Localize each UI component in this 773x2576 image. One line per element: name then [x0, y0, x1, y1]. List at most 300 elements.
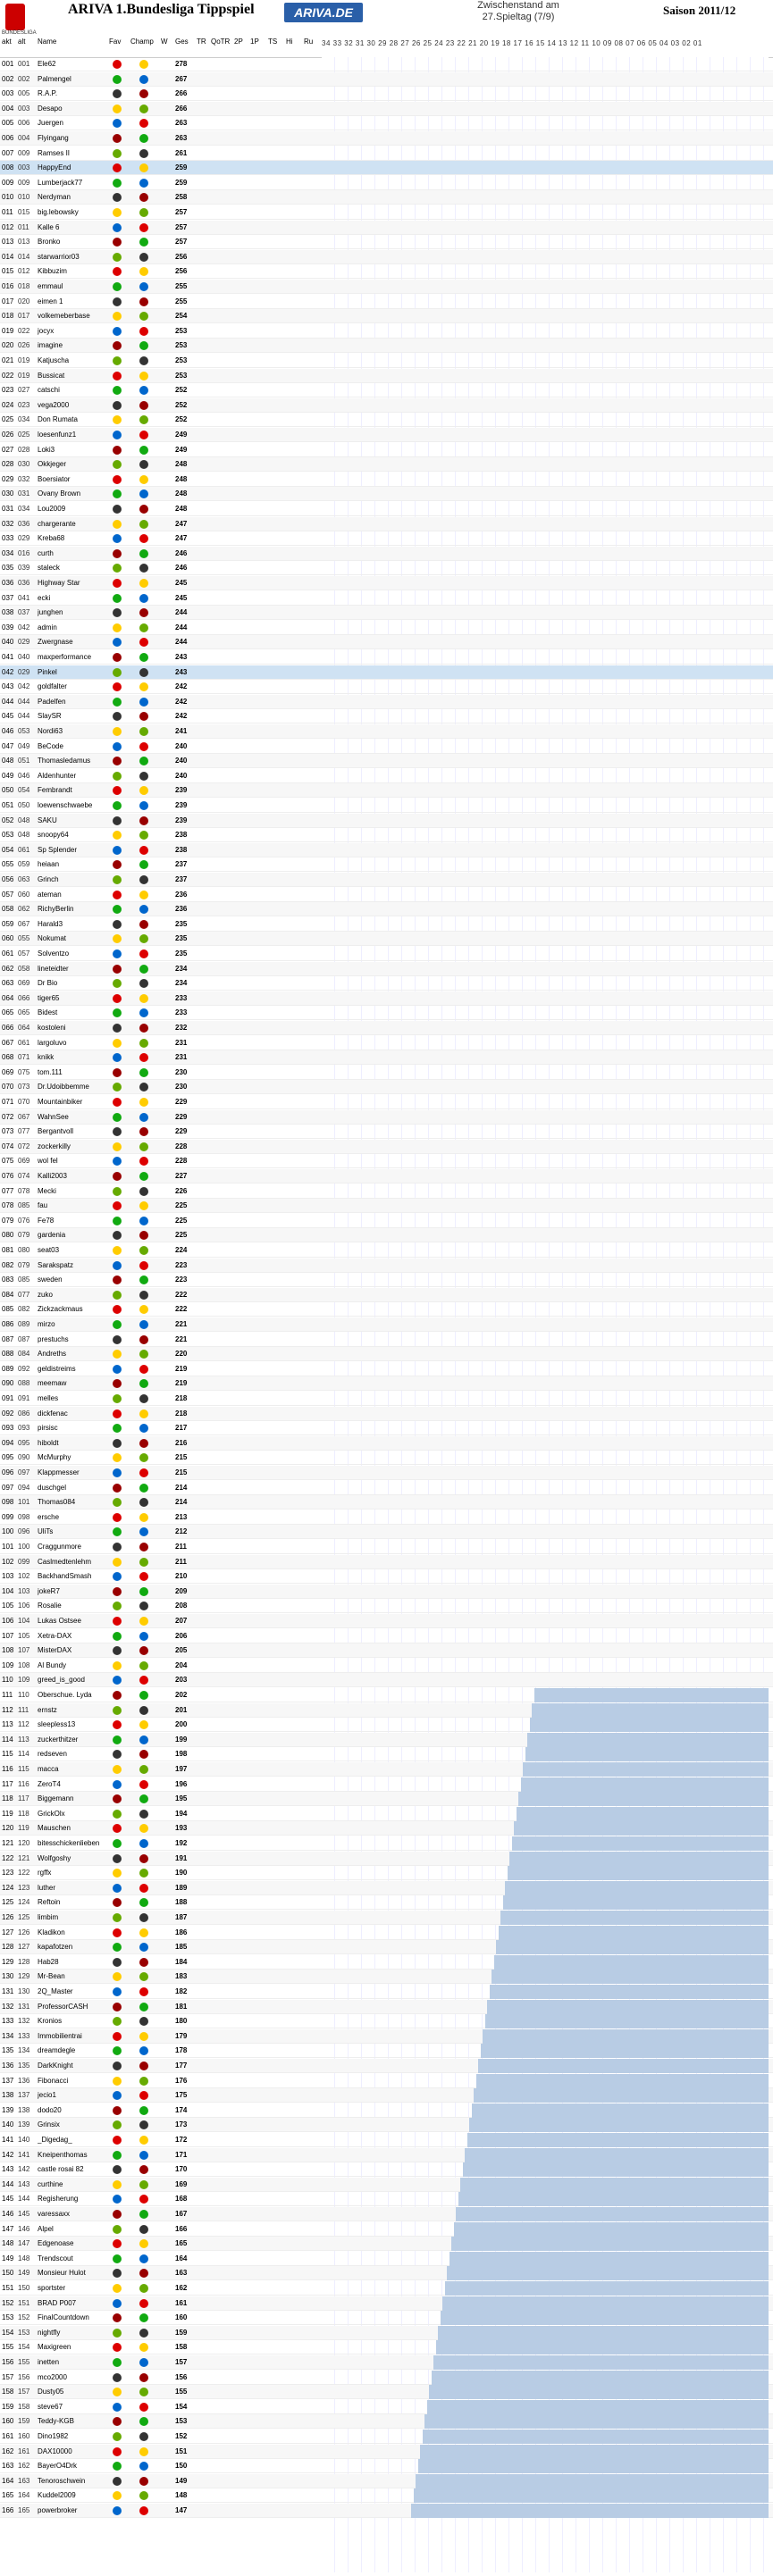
row-name[interactable]: dreamdegle	[38, 2046, 76, 2055]
table-row[interactable]	[0, 309, 773, 323]
row-name[interactable]: dodo20	[38, 2105, 62, 2114]
row-name[interactable]: ProfessorCASH	[38, 2002, 88, 2011]
row-name[interactable]: curth	[38, 548, 54, 557]
row-name[interactable]: macca	[38, 1765, 59, 1773]
row-name[interactable]: Kalle 6	[38, 222, 60, 231]
row-name[interactable]: jocyx	[38, 326, 55, 335]
row-name[interactable]: ecki	[38, 593, 51, 602]
row-alt: 125	[18, 1913, 30, 1921]
row-name[interactable]: fau	[38, 1201, 48, 1210]
table-row[interactable]	[0, 680, 773, 694]
row-name[interactable]: Kladikon	[38, 1928, 65, 1936]
table-row[interactable]	[0, 917, 773, 932]
row-akt: 081	[2, 1246, 14, 1254]
row-name[interactable]: Boersiator	[38, 474, 71, 483]
row-name[interactable]: Mr-Bean	[38, 1972, 65, 1981]
table-row[interactable]	[0, 413, 773, 427]
row-name[interactable]: Mauschen	[38, 1824, 71, 1833]
row-name[interactable]: Sarakspatz	[38, 1260, 74, 1269]
table-row[interactable]	[0, 650, 773, 665]
row-name[interactable]: Alpel	[38, 2224, 54, 2233]
row-name[interactable]: lineteidter	[38, 964, 69, 973]
row-name[interactable]: hiboldt	[38, 1438, 59, 1447]
table-row[interactable]	[0, 1495, 773, 1510]
table-row[interactable]	[0, 443, 773, 457]
row-name[interactable]: Hab28	[38, 1957, 59, 1966]
table-row[interactable]	[0, 457, 773, 472]
row-name[interactable]: Lou2009	[38, 505, 66, 513]
row-name[interactable]: emmaul	[38, 282, 63, 290]
row-name[interactable]: Thomas084	[38, 1498, 76, 1507]
table-row[interactable]	[0, 828, 773, 842]
col-tr: TR	[197, 38, 206, 46]
table-row[interactable]	[0, 621, 773, 635]
row-name[interactable]: Dr.Udoibbemme	[38, 1083, 89, 1091]
row-alt: 154	[18, 2343, 30, 2352]
row-name[interactable]: Aldenhunter	[38, 771, 77, 780]
row-name[interactable]: Flyingang	[38, 134, 69, 142]
row-points: 197	[175, 1765, 188, 1773]
table-row[interactable]	[0, 1243, 773, 1258]
row-name[interactable]: chargerante	[38, 519, 76, 528]
table-row[interactable]	[0, 531, 773, 546]
row-name[interactable]: knikk	[38, 1053, 55, 1062]
row-name[interactable]: nightfly	[38, 2328, 61, 2337]
table-row[interactable]	[0, 724, 773, 739]
table-row[interactable]	[0, 1066, 773, 1080]
table-row[interactable]	[0, 1184, 773, 1199]
table-row[interactable]	[0, 1376, 773, 1391]
table-row[interactable]	[0, 1347, 773, 1361]
row-name[interactable]: prestuchs	[38, 1334, 69, 1343]
table-row[interactable]	[0, 1436, 773, 1451]
row-name[interactable]: Bussicat	[38, 371, 65, 380]
table-row[interactable]	[0, 354, 773, 368]
row-name[interactable]: limbim	[38, 1913, 59, 1921]
table-row[interactable]	[0, 1407, 773, 1421]
row-name[interactable]: Tenoroschwein	[38, 2476, 86, 2485]
row-name[interactable]: RichyBerlin	[38, 905, 74, 914]
row-name[interactable]: Rosalie	[38, 1602, 62, 1610]
row-name[interactable]: Ele62	[38, 60, 56, 68]
row-akt: 129	[2, 1957, 14, 1966]
row-name[interactable]: Fembrandt	[38, 786, 72, 795]
row-name[interactable]: mco2000	[38, 2372, 67, 2381]
table-row[interactable]	[0, 146, 773, 161]
table-row[interactable]	[0, 87, 773, 101]
row-name[interactable]: BayerO4Drk	[38, 2462, 78, 2471]
row-name[interactable]: Fe78	[38, 1216, 55, 1225]
row-name[interactable]: Dusty05	[38, 2388, 64, 2396]
table-row[interactable]	[0, 176, 773, 190]
champ-club-icon	[139, 2343, 148, 2352]
row-name[interactable]: Katjuscha	[38, 356, 70, 364]
table-row[interactable]	[0, 769, 773, 783]
row-name[interactable]: Xetra-DAX	[38, 1631, 72, 1640]
table-row[interactable]	[0, 1421, 773, 1435]
table-row[interactable]	[0, 1095, 773, 1109]
row-name[interactable]: jokeR7	[38, 1586, 60, 1595]
table-row[interactable]	[0, 280, 773, 294]
row-alt: 015	[18, 208, 30, 216]
row-name[interactable]: Kalli2003	[38, 1172, 67, 1180]
table-row[interactable]	[0, 1125, 773, 1139]
row-name[interactable]: kapafotzen	[38, 1943, 73, 1952]
row-name[interactable]: bitesschickenlieben	[38, 1839, 100, 1847]
table-row[interactable]	[0, 991, 773, 1006]
table-row[interactable]	[0, 1629, 773, 1643]
row-name[interactable]: starwarrior03	[38, 252, 80, 261]
table-row[interactable]	[0, 517, 773, 531]
row-alt: 085	[18, 1275, 30, 1284]
row-name[interactable]: Sp Splender	[38, 845, 78, 854]
table-row[interactable]	[0, 740, 773, 754]
row-name[interactable]: Fibonacci	[38, 2076, 69, 2085]
table-row[interactable]	[0, 591, 773, 606]
table-row[interactable]	[0, 962, 773, 976]
row-name[interactable]: zockerkilly	[38, 1142, 71, 1150]
row-name[interactable]: volkemeberbase	[38, 312, 90, 321]
table-row[interactable]	[0, 1614, 773, 1628]
row-name[interactable]: Trendscout	[38, 2254, 73, 2262]
row-name[interactable]: Edgenoase	[38, 2239, 74, 2248]
row-name[interactable]: Loki3	[38, 445, 55, 454]
row-akt: 134	[2, 2031, 14, 2040]
row-points: 167	[175, 2210, 188, 2218]
table-row[interactable]	[0, 902, 773, 916]
table-row[interactable]	[0, 857, 773, 872]
table-row[interactable]	[0, 398, 773, 413]
table-row[interactable]	[0, 428, 773, 442]
row-name[interactable]: geldistreims	[38, 1364, 76, 1373]
row-name[interactable]: BeCode	[38, 741, 63, 750]
table-row[interactable]	[0, 947, 773, 961]
row-name[interactable]: loewenschwaebe	[38, 801, 93, 809]
table-row[interactable]	[0, 295, 773, 309]
row-akt: 146	[2, 2210, 14, 2218]
row-name[interactable]: McMurphy	[38, 1453, 71, 1462]
table-row[interactable]	[0, 1288, 773, 1302]
table-row[interactable]	[0, 976, 773, 991]
row-name[interactable]: Wolfgoshy	[38, 1853, 71, 1862]
table-row[interactable]	[0, 1006, 773, 1020]
row-name[interactable]: Bergantvoll	[38, 1127, 74, 1136]
row-name[interactable]: sleepless13	[38, 1720, 76, 1729]
table-row[interactable]	[0, 888, 773, 902]
table-row[interactable]	[0, 783, 773, 798]
row-name[interactable]: ZeroT4	[38, 1779, 61, 1788]
table-row[interactable]	[0, 72, 773, 87]
table-row[interactable]	[0, 383, 773, 397]
row-name[interactable]: Kreba68	[38, 534, 65, 543]
table-row[interactable]	[0, 324, 773, 339]
row-points: 220	[175, 1350, 188, 1359]
table-row[interactable]	[0, 1362, 773, 1376]
table-row[interactable]	[0, 250, 773, 264]
row-name[interactable]: Nokumat	[38, 934, 67, 943]
row-name[interactable]: curthine	[38, 2179, 63, 2188]
row-name[interactable]: Regisherung	[38, 2195, 79, 2204]
row-name[interactable]: gardenia	[38, 1231, 66, 1240]
row-name[interactable]: snoopy64	[38, 831, 69, 840]
row-name[interactable]: Highway Star	[38, 579, 80, 587]
table-row[interactable]	[0, 1169, 773, 1183]
row-name[interactable]: sportster	[38, 2284, 66, 2292]
row-name[interactable]: rgffx	[38, 1869, 52, 1878]
table-row[interactable]	[0, 57, 773, 71]
table-row[interactable]	[0, 932, 773, 946]
table-row[interactable]	[0, 814, 773, 828]
table-row[interactable]	[0, 190, 773, 205]
row-name[interactable]: ersche	[38, 1512, 60, 1521]
row-points: 234	[175, 979, 188, 988]
row-name[interactable]: catschi	[38, 386, 60, 395]
row-name[interactable]: maxperformance	[38, 653, 92, 661]
row-name[interactable]: junghen	[38, 608, 63, 617]
round-fill	[411, 2504, 769, 2518]
round-fill	[523, 1762, 769, 1777]
row-name[interactable]: Desapo	[38, 104, 63, 113]
row-name[interactable]: Ovany Brown	[38, 489, 81, 498]
row-name[interactable]: Zwergnase	[38, 638, 73, 647]
row-name[interactable]: Maxigreen	[38, 2343, 71, 2352]
table-row[interactable]	[0, 1481, 773, 1495]
row-name[interactable]: HappyEnd	[38, 163, 71, 172]
row-name[interactable]: ernstz	[38, 1705, 57, 1714]
row-alt: 148	[18, 2254, 30, 2262]
table-row[interactable]	[0, 102, 773, 116]
table-row[interactable]	[0, 1525, 773, 1539]
row-name[interactable]: Ramses II	[38, 148, 71, 157]
row-name[interactable]: kostoleni	[38, 1024, 66, 1032]
table-row[interactable]	[0, 1466, 773, 1480]
table-row[interactable]	[0, 1392, 773, 1406]
row-name[interactable]: BackhandSmash	[38, 1572, 92, 1581]
table-row[interactable]	[0, 369, 773, 383]
table-row[interactable]	[0, 1540, 773, 1554]
row-name[interactable]: SlaySR	[38, 712, 62, 721]
row-name[interactable]: Nordi63	[38, 727, 63, 735]
table-row[interactable]	[0, 754, 773, 768]
row-name[interactable]: UliTs	[38, 1527, 54, 1536]
row-name[interactable]: ateman	[38, 890, 62, 899]
row-points: 246	[175, 564, 188, 573]
row-name[interactable]: tiger65	[38, 993, 60, 1002]
row-name[interactable]: wol fel	[38, 1157, 58, 1166]
row-name[interactable]: Harald3	[38, 919, 63, 928]
row-name[interactable]: Kneipenthomas	[38, 2150, 88, 2159]
row-name[interactable]: heiaan	[38, 860, 60, 869]
row-name[interactable]: Pinkel	[38, 667, 57, 676]
table-row[interactable]	[0, 1021, 773, 1035]
row-akt: 094	[2, 1438, 14, 1447]
table-row[interactable]	[0, 1585, 773, 1599]
row-name[interactable]: redseven	[38, 1750, 67, 1759]
row-name[interactable]: greed_is_good	[38, 1676, 85, 1685]
row-name[interactable]: melles	[38, 1394, 59, 1402]
table-row[interactable]	[0, 1333, 773, 1347]
row-name[interactable]: big.lebowsky	[38, 208, 79, 216]
row-name[interactable]: pirsisc	[38, 1424, 58, 1433]
table-row[interactable]	[0, 606, 773, 620]
table-row[interactable]	[0, 1036, 773, 1050]
row-name[interactable]: largoluvo	[38, 1038, 67, 1047]
table-row[interactable]	[0, 1228, 773, 1242]
round-fill	[460, 2178, 769, 2192]
row-name[interactable]: Solventzo	[38, 949, 70, 958]
row-name[interactable]: staleck	[38, 564, 60, 573]
row-name[interactable]: Caslmedtenlehm	[38, 1557, 92, 1566]
row-name[interactable]: GrickOlx	[38, 1809, 65, 1818]
table-row[interactable]	[0, 561, 773, 575]
row-name[interactable]: Mecki	[38, 1186, 56, 1195]
table-row[interactable]	[0, 1673, 773, 1687]
row-name[interactable]: castle rosai 82	[38, 2165, 84, 2174]
row-name[interactable]: Oberschue. Lyda	[38, 1691, 92, 1699]
table-row[interactable]	[0, 235, 773, 249]
table-row[interactable]	[0, 576, 773, 590]
table-row[interactable]	[0, 1050, 773, 1065]
table-row[interactable]	[0, 635, 773, 649]
row-name[interactable]: imagine	[38, 341, 63, 350]
table-row[interactable]	[0, 161, 773, 175]
row-name[interactable]: mirzo	[38, 1320, 55, 1328]
table-row[interactable]	[0, 1273, 773, 1287]
row-name[interactable]: Teddy-KGB	[38, 2417, 74, 2426]
row-name[interactable]: goldfalter	[38, 682, 67, 691]
row-name[interactable]: 2Q_Master	[38, 1987, 73, 1995]
table-row[interactable]	[0, 1599, 773, 1613]
row-name[interactable]: Immobilientrai	[38, 2031, 82, 2040]
table-row[interactable]	[0, 1302, 773, 1317]
table-row[interactable]	[0, 1080, 773, 1094]
table-row[interactable]	[0, 205, 773, 220]
row-name[interactable]: sweden	[38, 1275, 63, 1284]
row-name[interactable]: jecio1	[38, 2091, 56, 2100]
row-name[interactable]: Al Bundy	[38, 1660, 67, 1669]
table-row[interactable]	[0, 1451, 773, 1465]
row-name[interactable]: Kibbuzim	[38, 267, 67, 276]
row-name[interactable]: Don Rumata	[38, 415, 78, 424]
row-name[interactable]: Dr Bio	[38, 979, 58, 988]
table-row[interactable]	[0, 221, 773, 235]
row-name[interactable]: Kuddel2009	[38, 2491, 76, 2500]
table-row[interactable]	[0, 709, 773, 723]
row-name[interactable]: R.A.P.	[38, 89, 58, 98]
table-row[interactable]	[0, 264, 773, 279]
row-name[interactable]: Grinch	[38, 875, 59, 883]
table-row[interactable]	[0, 1510, 773, 1525]
table-row[interactable]	[0, 1259, 773, 1273]
row-name[interactable]: duschgel	[38, 1483, 67, 1492]
table-row[interactable]	[0, 1659, 773, 1673]
table-row[interactable]	[0, 487, 773, 501]
row-name[interactable]: powerbroker	[38, 2506, 78, 2514]
row-name[interactable]: FinalCountdown	[38, 2313, 89, 2322]
row-name[interactable]: Nerdyman	[38, 193, 71, 202]
table-row[interactable]	[0, 1317, 773, 1332]
row-name[interactable]: Andreths	[38, 1350, 67, 1359]
row-name[interactable]: Bronko	[38, 238, 61, 247]
ariva-brand-link[interactable]: ARIVA.DE	[284, 3, 363, 22]
table-row[interactable]	[0, 873, 773, 887]
row-name[interactable]: Kronios	[38, 2017, 63, 2026]
row-name[interactable]: Mountainbiker	[38, 1098, 83, 1106]
row-name[interactable]: meemaw	[38, 1379, 67, 1388]
row-name[interactable]: luther	[38, 1883, 56, 1892]
row-name[interactable]: zuko	[38, 1290, 53, 1299]
round-fill	[517, 1807, 769, 1821]
row-name[interactable]: Okkjeger	[38, 460, 67, 469]
row-name[interactable]: loesenfunz1	[38, 431, 77, 439]
row-name[interactable]: Thomasledamus	[38, 757, 91, 765]
row-name[interactable]: Grinsix	[38, 2120, 60, 2129]
row-name[interactable]: Craggunmore	[38, 1543, 81, 1551]
table-row[interactable]	[0, 1140, 773, 1154]
row-name[interactable]: Monsieur Hulot	[38, 2269, 86, 2278]
table-row[interactable]	[0, 116, 773, 130]
table-row[interactable]	[0, 1555, 773, 1569]
round-fill	[442, 2296, 769, 2311]
row-name[interactable]: Reftoin	[38, 1898, 61, 1907]
row-name[interactable]: eimen 1	[38, 297, 63, 305]
table-row[interactable]	[0, 1643, 773, 1658]
table-row[interactable]	[0, 1569, 773, 1584]
table-row[interactable]	[0, 339, 773, 353]
row-name[interactable]: DarkKnight	[38, 2062, 73, 2070]
row-name[interactable]: Biggemann	[38, 1794, 74, 1803]
table-row[interactable]	[0, 799, 773, 813]
row-name[interactable]: dickfenac	[38, 1409, 68, 1418]
table-row[interactable]	[0, 1199, 773, 1213]
row-name[interactable]: admin	[38, 623, 57, 631]
table-row[interactable]	[0, 502, 773, 516]
table-row[interactable]	[0, 695, 773, 709]
row-name[interactable]: DAX10000	[38, 2446, 72, 2455]
table-row[interactable]	[0, 131, 773, 146]
row-name[interactable]: Klappmesser	[38, 1468, 80, 1476]
row-name[interactable]: seat03	[38, 1246, 60, 1254]
row-name[interactable]: zuckerthitzer	[38, 1735, 79, 1744]
row-name[interactable]: SAKU	[38, 815, 57, 824]
row-name[interactable]: BRAD P007	[38, 2298, 77, 2307]
row-name[interactable]: Bidest	[38, 1008, 58, 1017]
row-name[interactable]: varessaxx	[38, 2210, 71, 2218]
row-name[interactable]: Lumberjack77	[38, 178, 83, 187]
row-name[interactable]: Zickzackmaus	[38, 1305, 83, 1314]
row-name[interactable]: Palmengel	[38, 74, 71, 83]
row-akt: 032	[2, 519, 14, 528]
table-row[interactable]	[0, 1110, 773, 1125]
row-name[interactable]: MisterDAX	[38, 1646, 72, 1655]
row-name[interactable]: Lukas Ostsee	[38, 1617, 81, 1625]
row-name[interactable]: inetten	[38, 2358, 60, 2366]
row-name[interactable]: vega2000	[38, 400, 70, 409]
table-row[interactable]	[0, 547, 773, 561]
row-name[interactable]: Padelfen	[38, 697, 66, 706]
table-row[interactable]	[0, 473, 773, 487]
table-row[interactable]	[0, 1154, 773, 1168]
row-name[interactable]: _Digedag_	[38, 2136, 72, 2144]
table-row[interactable]	[0, 843, 773, 857]
row-name[interactable]: steve67	[38, 2402, 63, 2411]
row-name[interactable]: Juergen	[38, 119, 63, 128]
table-row[interactable]	[0, 665, 773, 680]
table-row[interactable]	[0, 1214, 773, 1228]
row-name[interactable]: tom.111	[38, 1067, 63, 1076]
row-name[interactable]: Dino1982	[38, 2432, 69, 2440]
row-name[interactable]: WahnSee	[38, 1112, 69, 1121]
